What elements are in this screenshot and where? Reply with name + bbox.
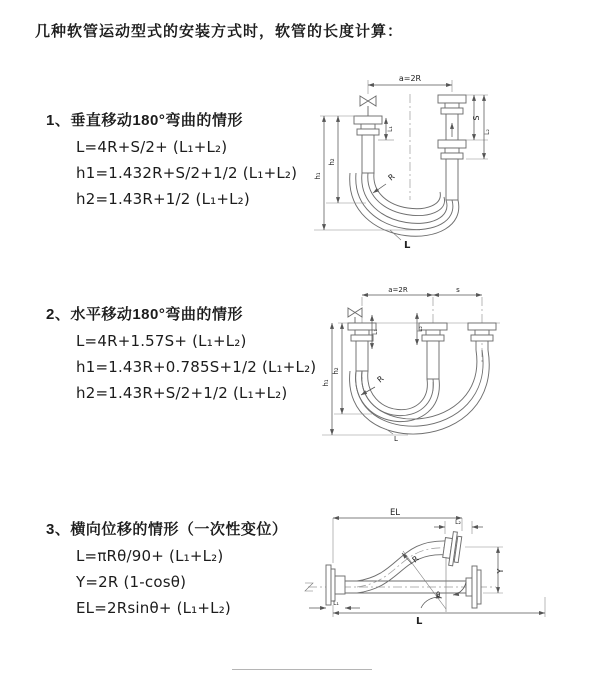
dimension-label-a: a=2R [398,74,422,83]
dimension-label-h1: h₁ [314,172,322,180]
formula: L=4R+S/2+ (L₁+L₂) [76,138,228,156]
dimension-label-s: S [472,115,481,121]
braid-section [446,159,458,200]
diagram-lateral-displacement [300,505,585,655]
radius-label: R [386,172,397,183]
formula: L=πRθ/90+ (L₁+L₂) [76,547,224,565]
right-flange-moved [438,95,466,140]
diagram-horizontal-180-bend [308,283,600,455]
hose-curves [350,173,459,236]
right-flange-original [466,566,481,608]
dimension-label-s: s [456,286,460,294]
section-3-text [46,517,287,621]
section-1-heading: 1、垂直移动180°弯曲的情形 [46,112,243,129]
radius-line [403,551,446,609]
dimension-label-l1: L₁ [387,126,394,132]
dimension-label-y: Y [496,568,505,574]
formula: h1=1.432R+S/2+1/2 (L₁+L₂) [76,164,298,182]
left-flange [354,116,382,173]
upper-flange-moved [442,531,463,567]
diagram-vertical-180-bend [298,70,590,260]
formula: Y=2R (1-cosθ) [76,573,187,591]
right-flange-original [438,140,466,200]
radius-label: R [410,554,421,565]
dimension-label-el: EL [389,508,401,518]
dimension-label-h1: h₁ [322,379,330,387]
braid-section [356,341,368,371]
page-title: 几种软管运动型式的安装方式时，软管的长度计算： [35,23,404,40]
length-label: L [416,616,423,627]
dimension-label-l1: L₁ [372,329,379,335]
formula: h2=1.43R+1/2 (L₁+L₂) [76,190,250,208]
dimension-label-l2: L₂ [484,129,491,135]
left-flange [326,565,345,605]
formula: h2=1.43R+S/2+1/2 (L₁+L₂) [76,384,288,402]
formula: h1=1.43R+0.785S+1/2 (L₁+L₂) [76,358,317,376]
section-3-heading: 3、横向位移的情形（一次性变位） [46,521,288,538]
hose-curves [350,350,490,434]
section-2-heading: 2、水平移动180°弯曲的情形 [46,306,243,323]
braid-section [427,341,439,379]
dimension-label-a: a=2R [388,286,408,294]
length-label: L [404,240,411,251]
valve-icon [348,308,362,323]
dimension-label-h2: h₂ [328,158,336,166]
dimension-label-h2: h₂ [332,367,340,375]
radius-label: R [375,374,386,385]
dimension-label-l2: L₂ [455,519,461,526]
formula: EL=2Rsinθ+ (L₁+L₂) [76,599,231,617]
dimensions [309,508,545,627]
section-1-text [46,108,297,212]
angle-label: θ [436,591,441,599]
length-label: L [394,435,398,443]
braid-section [362,135,374,173]
hose-moved-position [357,541,448,593]
dimensions [322,286,482,443]
footer-divider [232,669,372,670]
dimension-label-l2: L₂ [417,326,424,332]
right-flange-moved [468,323,496,350]
formula: L=4R+1.57S+ (L₁+L₂) [76,332,247,350]
section-2-text [46,302,316,406]
valve-icon [360,96,376,116]
dimension-label-l1: L₁ [333,600,339,607]
